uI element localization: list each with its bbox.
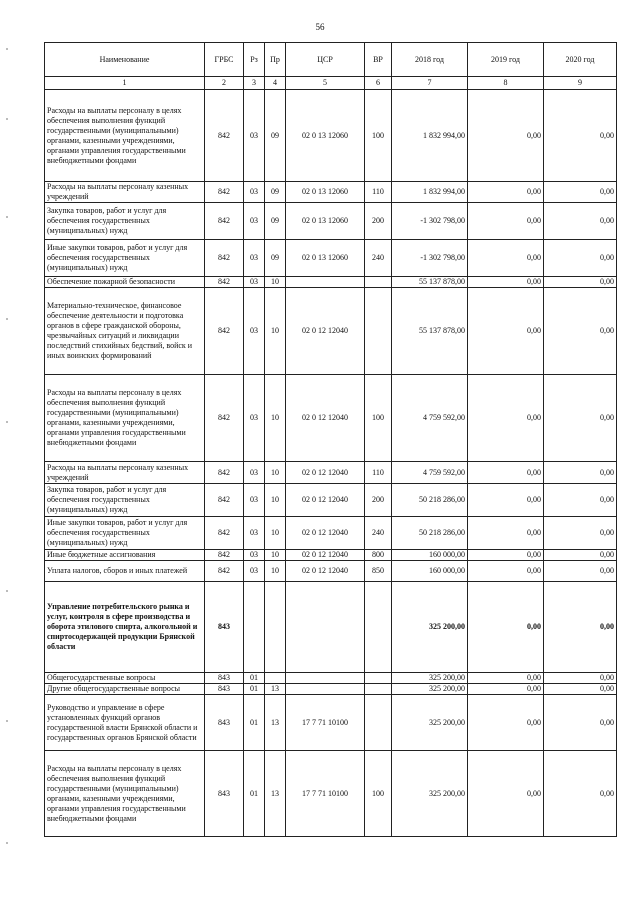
page-number: 56 <box>315 22 325 32</box>
cell-vr <box>365 684 392 695</box>
cell-grbs: 843 <box>205 695 244 751</box>
cell-y2019: 0,00 <box>468 375 544 462</box>
cell-pr: 10 <box>265 550 286 561</box>
cell-y2020: 0,00 <box>544 277 617 288</box>
cell-y2020: 0,00 <box>544 561 617 582</box>
cell-y2019: 0,00 <box>468 462 544 484</box>
cell-vr: 110 <box>365 182 392 203</box>
cell-csr: 02 0 12 12040 <box>286 561 365 582</box>
cell-pr: 10 <box>265 462 286 484</box>
cell-rz: 01 <box>244 751 265 837</box>
cell-grbs: 842 <box>205 462 244 484</box>
cell-vr: 200 <box>365 484 392 517</box>
cell-y2019: 0,00 <box>468 751 544 837</box>
cell-rz: 01 <box>244 673 265 684</box>
cell-vr: 200 <box>365 203 392 240</box>
cell-csr: 02 0 13 12060 <box>286 203 365 240</box>
table-row <box>45 550 617 561</box>
cell-vr: 850 <box>365 561 392 582</box>
cell-grbs: 843 <box>205 684 244 695</box>
cell-name: Закупка товаров, работ и услуг для обеспечения государственных (муниципальных) нужд <box>45 484 205 517</box>
column-number: 2 <box>205 77 244 90</box>
cell-vr: 110 <box>365 462 392 484</box>
cell-grbs: 842 <box>205 277 244 288</box>
cell-pr: 10 <box>265 517 286 550</box>
cell-name: Иные бюджетные ассигнования <box>45 550 205 561</box>
cell-csr: 02 0 12 12040 <box>286 550 365 561</box>
cell-rz: 01 <box>244 684 265 695</box>
cell-y2018: 50 218 286,00 <box>392 517 468 550</box>
cell-y2019: 0,00 <box>468 203 544 240</box>
cell-name: Обеспечение пожарной безопасности <box>45 277 205 288</box>
cell-y2018: 1 832 994,00 <box>392 90 468 182</box>
budget-table <box>44 42 617 837</box>
cell-grbs: 842 <box>205 203 244 240</box>
cell-y2020: 0,00 <box>544 695 617 751</box>
table-row <box>45 462 617 484</box>
cell-grbs: 842 <box>205 288 244 375</box>
cell-y2018: 4 759 592,00 <box>392 462 468 484</box>
binding-marks <box>6 0 10 905</box>
cell-y2020: 0,00 <box>544 462 617 484</box>
cell-grbs: 842 <box>205 240 244 277</box>
table-row <box>45 90 617 182</box>
cell-name: Расходы на выплаты персоналу в целях обеспечения выполнения функций государственными (муниципальными) органами, казенными учреждениями, органами управления государственными внебюджетными фондами <box>45 375 205 462</box>
cell-y2018: 1 832 994,00 <box>392 182 468 203</box>
table-row <box>45 561 617 582</box>
cell-name: Иные закупки товаров, работ и услуг для обеспечения государственных (муниципальных) нужд <box>45 240 205 277</box>
cell-csr: 02 0 13 12060 <box>286 240 365 277</box>
cell-name: Расходы на выплаты персоналу казенных учреждений <box>45 182 205 203</box>
cell-pr: 09 <box>265 90 286 182</box>
cell-y2019: 0,00 <box>468 582 544 673</box>
table-row <box>45 673 617 684</box>
cell-y2018: -1 302 798,00 <box>392 240 468 277</box>
cell-y2020: 0,00 <box>544 375 617 462</box>
table-row <box>45 484 617 517</box>
cell-vr: 800 <box>365 550 392 561</box>
cell-vr <box>365 582 392 673</box>
cell-vr: 100 <box>365 751 392 837</box>
cell-pr <box>265 673 286 684</box>
column-number: 3 <box>244 77 265 90</box>
cell-rz: 03 <box>244 288 265 375</box>
column-header: Пр <box>265 43 286 77</box>
cell-pr: 13 <box>265 751 286 837</box>
table-row <box>45 684 617 695</box>
cell-y2019: 0,00 <box>468 684 544 695</box>
cell-y2020: 0,00 <box>544 550 617 561</box>
cell-name: Расходы на выплаты персоналу казенных учреждений <box>45 462 205 484</box>
cell-rz: 03 <box>244 203 265 240</box>
column-header: ЦСР <box>286 43 365 77</box>
column-header: ВР <box>365 43 392 77</box>
cell-name: Материально-техническое, финансовое обеспечение деятельности и подготовка органов в сфере гражданской обороны, чрезвычайных ситуаций и ликвидации последствий стихийных бедствий, войск и иных воинских формирований <box>45 288 205 375</box>
cell-y2020: 0,00 <box>544 203 617 240</box>
table-row <box>45 582 617 673</box>
cell-rz: 01 <box>244 695 265 751</box>
cell-rz: 03 <box>244 517 265 550</box>
cell-pr: 10 <box>265 375 286 462</box>
cell-rz: 03 <box>244 277 265 288</box>
cell-vr: 100 <box>365 375 392 462</box>
table-row <box>45 288 617 375</box>
cell-y2018: 325 200,00 <box>392 684 468 695</box>
cell-csr: 02 0 12 12040 <box>286 517 365 550</box>
table-row <box>45 695 617 751</box>
cell-pr <box>265 582 286 673</box>
column-header: 2019 год <box>468 43 544 77</box>
cell-y2019: 0,00 <box>468 517 544 550</box>
column-header: 2020 год <box>544 43 617 77</box>
cell-y2018: 55 137 878,00 <box>392 288 468 375</box>
cell-rz: 03 <box>244 462 265 484</box>
cell-y2018: 50 218 286,00 <box>392 484 468 517</box>
column-number: 9 <box>544 77 617 90</box>
cell-y2019: 0,00 <box>468 561 544 582</box>
cell-csr: 17 7 71 10100 <box>286 751 365 837</box>
cell-vr <box>365 695 392 751</box>
cell-pr: 09 <box>265 182 286 203</box>
cell-vr: 240 <box>365 240 392 277</box>
column-number: 1 <box>45 77 205 90</box>
column-number: 4 <box>265 77 286 90</box>
cell-pr: 13 <box>265 684 286 695</box>
cell-name: Расходы на выплаты персоналу в целях обеспечения выполнения функций государственными (муниципальными) органами, казенными учреждениями, органами управления государственными внебюджетными фондами <box>45 751 205 837</box>
cell-rz: 03 <box>244 240 265 277</box>
cell-y2018: 160 000,00 <box>392 561 468 582</box>
column-number: 8 <box>468 77 544 90</box>
table-row <box>45 751 617 837</box>
cell-y2020: 0,00 <box>544 517 617 550</box>
cell-name: Другие общегосударственные вопросы <box>45 684 205 695</box>
cell-grbs: 842 <box>205 550 244 561</box>
cell-name: Закупка товаров, работ и услуг для обеспечения государственных (муниципальных) нужд <box>45 203 205 240</box>
cell-csr <box>286 673 365 684</box>
cell-vr <box>365 277 392 288</box>
cell-y2020: 0,00 <box>544 484 617 517</box>
column-number: 7 <box>392 77 468 90</box>
cell-pr: 10 <box>265 277 286 288</box>
cell-rz: 03 <box>244 375 265 462</box>
cell-rz: 03 <box>244 561 265 582</box>
cell-y2020: 0,00 <box>544 684 617 695</box>
cell-y2018: -1 302 798,00 <box>392 203 468 240</box>
cell-y2019: 0,00 <box>468 240 544 277</box>
cell-pr: 09 <box>265 203 286 240</box>
column-header: ГРБС <box>205 43 244 77</box>
cell-grbs: 842 <box>205 182 244 203</box>
cell-y2018: 325 200,00 <box>392 582 468 673</box>
cell-grbs: 842 <box>205 517 244 550</box>
cell-grbs: 843 <box>205 582 244 673</box>
column-header: Рз <box>244 43 265 77</box>
cell-grbs: 842 <box>205 484 244 517</box>
cell-y2020: 0,00 <box>544 673 617 684</box>
cell-pr: 09 <box>265 240 286 277</box>
cell-csr: 02 0 12 12040 <box>286 375 365 462</box>
cell-y2020: 0,00 <box>544 182 617 203</box>
column-number-row <box>45 77 617 90</box>
cell-grbs: 843 <box>205 673 244 684</box>
cell-csr: 02 0 12 12040 <box>286 484 365 517</box>
cell-y2019: 0,00 <box>468 182 544 203</box>
cell-csr <box>286 277 365 288</box>
cell-y2018: 4 759 592,00 <box>392 375 468 462</box>
cell-grbs: 842 <box>205 90 244 182</box>
cell-y2019: 0,00 <box>468 288 544 375</box>
cell-rz <box>244 582 265 673</box>
table-row <box>45 277 617 288</box>
cell-name: Иные закупки товаров, работ и услуг для обеспечения государственных (муниципальных) нужд <box>45 517 205 550</box>
cell-y2020: 0,00 <box>544 90 617 182</box>
cell-csr: 02 0 12 12040 <box>286 288 365 375</box>
cell-y2019: 0,00 <box>468 673 544 684</box>
cell-csr: 02 0 13 12060 <box>286 182 365 203</box>
column-number: 5 <box>286 77 365 90</box>
cell-y2020: 0,00 <box>544 240 617 277</box>
cell-vr <box>365 673 392 684</box>
cell-name: Управление потребительского рынка и услуг, контроля в сфере производства и оборота этилового спирта, алкогольной и спиртосодержащей продукции Брянской области <box>45 582 205 673</box>
header-row <box>45 43 617 77</box>
cell-name: Уплата налогов, сборов и иных платежей <box>45 561 205 582</box>
cell-grbs: 842 <box>205 561 244 582</box>
table-row <box>45 182 617 203</box>
table-row <box>45 375 617 462</box>
cell-y2019: 0,00 <box>468 695 544 751</box>
cell-y2018: 55 137 878,00 <box>392 277 468 288</box>
cell-csr <box>286 582 365 673</box>
cell-y2020: 0,00 <box>544 582 617 673</box>
cell-csr <box>286 684 365 695</box>
cell-y2018: 325 200,00 <box>392 751 468 837</box>
cell-name: Общегосударственные вопросы <box>45 673 205 684</box>
cell-y2018: 325 200,00 <box>392 673 468 684</box>
cell-y2019: 0,00 <box>468 484 544 517</box>
cell-y2018: 325 200,00 <box>392 695 468 751</box>
cell-vr <box>365 288 392 375</box>
cell-pr: 10 <box>265 288 286 375</box>
cell-pr: 10 <box>265 561 286 582</box>
cell-y2019: 0,00 <box>468 90 544 182</box>
cell-y2018: 160 000,00 <box>392 550 468 561</box>
table-row <box>45 240 617 277</box>
cell-vr: 100 <box>365 90 392 182</box>
cell-rz: 03 <box>244 182 265 203</box>
column-header: Наименование <box>45 43 205 77</box>
cell-y2020: 0,00 <box>544 751 617 837</box>
column-header: 2018 год <box>392 43 468 77</box>
cell-csr: 02 0 12 12040 <box>286 462 365 484</box>
cell-grbs: 842 <box>205 375 244 462</box>
cell-rz: 03 <box>244 90 265 182</box>
cell-name: Руководство и управление в сфере установленных функций органов государственной власти Брянской области и государственных органов Брянской области <box>45 695 205 751</box>
cell-grbs: 843 <box>205 751 244 837</box>
cell-pr: 10 <box>265 484 286 517</box>
cell-rz: 03 <box>244 550 265 561</box>
cell-name: Расходы на выплаты персоналу в целях обеспечения выполнения функций государственными (муниципальными) органами, казенными учреждениями, органами управления государственными внебюджетными фондами <box>45 90 205 182</box>
column-number: 6 <box>365 77 392 90</box>
cell-rz: 03 <box>244 484 265 517</box>
cell-y2019: 0,00 <box>468 550 544 561</box>
cell-y2020: 0,00 <box>544 288 617 375</box>
cell-csr: 17 7 71 10100 <box>286 695 365 751</box>
cell-pr: 13 <box>265 695 286 751</box>
table-row <box>45 517 617 550</box>
cell-y2019: 0,00 <box>468 277 544 288</box>
cell-vr: 240 <box>365 517 392 550</box>
table-row <box>45 203 617 240</box>
cell-csr: 02 0 13 12060 <box>286 90 365 182</box>
